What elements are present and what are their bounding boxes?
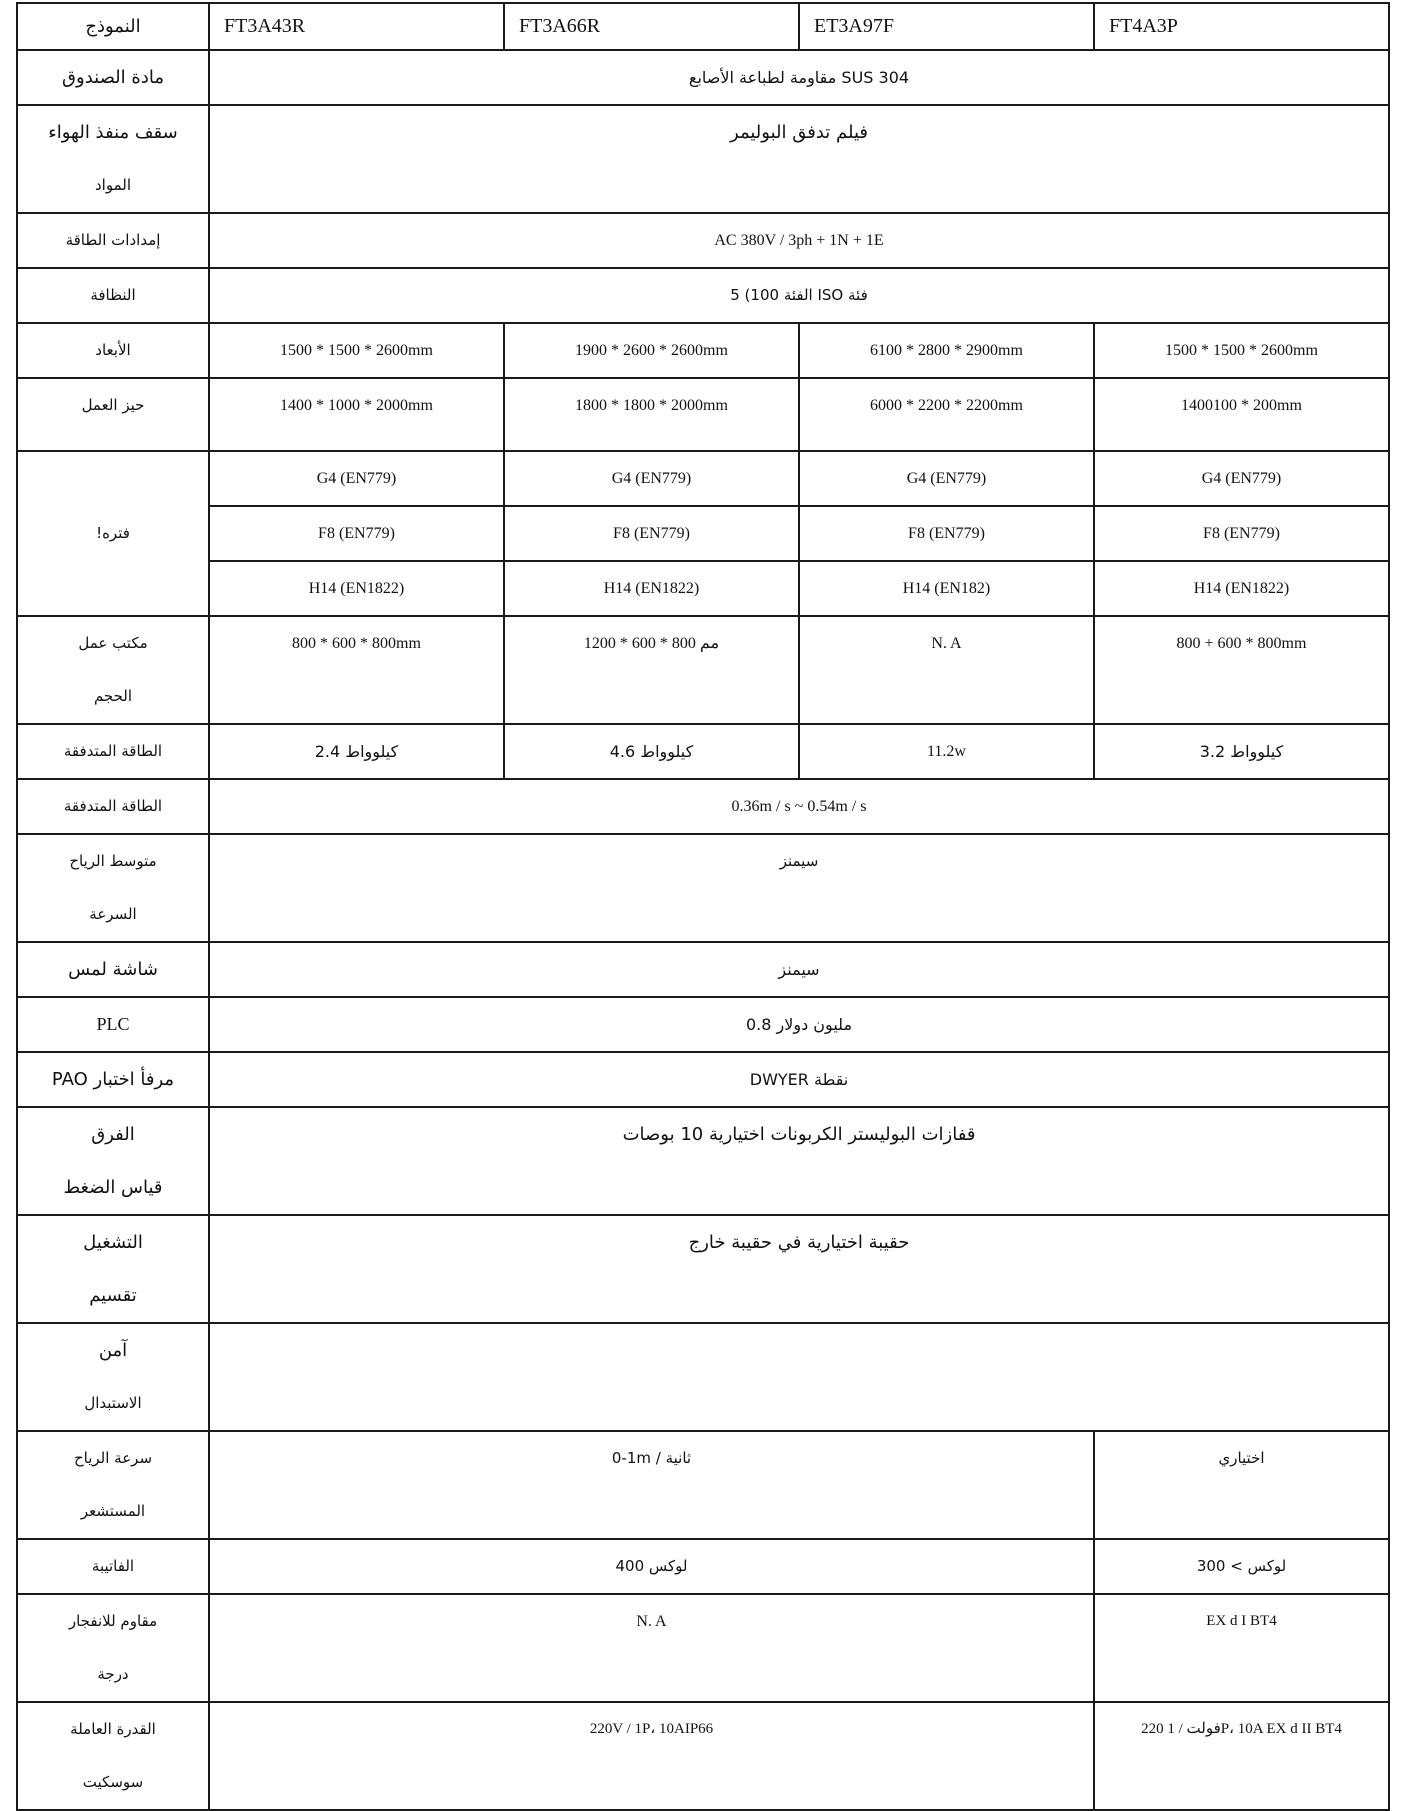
value-cell <box>209 378 504 451</box>
value-cell <box>504 323 799 378</box>
value-cell <box>1094 378 1389 451</box>
row-value: 400 لوكس <box>615 1557 688 1575</box>
value-cell <box>504 724 799 779</box>
row-label: السرعة <box>89 905 137 923</box>
row-value: 6100 * 2800 * 2900mm <box>870 342 1023 359</box>
model-cell-4 <box>1094 3 1389 50</box>
row-value: قفازات البوليستر الكربونات اختيارية 10 بوصات <box>622 1124 976 1145</box>
value-cell <box>209 616 504 724</box>
table-row <box>17 1215 1389 1323</box>
row-value: G4 (EN779) <box>906 470 987 487</box>
value-cell <box>799 451 1094 506</box>
row-value: DWYER نقطة <box>749 1070 849 1089</box>
row-value: H14 (EN182) <box>902 580 991 597</box>
row-label: سرعة الرياح <box>73 1449 153 1467</box>
spec-table <box>16 2 1390 1811</box>
row-label-cell <box>17 779 209 834</box>
row-value: مليون دولار 0.8 <box>745 1015 853 1034</box>
row-value: N. A <box>636 1613 667 1630</box>
value-cell <box>209 1539 1094 1594</box>
row-value: 6000 * 2200 * 2200mm <box>870 397 1023 414</box>
value-cell <box>209 724 504 779</box>
row-label: تقسيم <box>89 1285 137 1306</box>
row-label: متوسط الرياح <box>69 852 157 870</box>
row-value: فيلم تدفق البوليمر <box>730 122 868 143</box>
value-cell <box>1094 451 1389 506</box>
header-row <box>17 3 1389 50</box>
value-cell <box>504 616 799 724</box>
model-name: FT4A3P <box>1109 15 1178 37</box>
row-value: F8 (EN779) <box>908 525 985 542</box>
value-cell <box>1094 616 1389 724</box>
row-label: مادة الصندوق <box>62 67 164 88</box>
row-label-cell <box>17 1215 209 1323</box>
value-cell <box>1094 1431 1389 1539</box>
row-label-cell <box>17 834 209 942</box>
row-label: !فتره <box>96 524 130 542</box>
row-label: آمن <box>98 1340 128 1361</box>
value-cell <box>1094 724 1389 779</box>
row-value: EX d I BT4 <box>1206 1613 1277 1629</box>
table-row <box>17 1052 1389 1107</box>
model-cell-3 <box>799 3 1094 50</box>
row-label-cell <box>17 1052 209 1107</box>
value-cell <box>209 213 1389 268</box>
row-value <box>210 1324 1388 1377</box>
row-label: حيز العمل <box>81 396 145 414</box>
table-row <box>17 834 1389 942</box>
table-row <box>17 1431 1389 1539</box>
row-label: الاستبدال <box>84 1394 142 1412</box>
model-cell-2 <box>504 3 799 50</box>
table-row <box>17 1594 1389 1702</box>
row-label-cell <box>17 1594 209 1702</box>
value-cell <box>1094 561 1389 616</box>
value-cell <box>209 834 1389 942</box>
value-cell <box>504 561 799 616</box>
row-label: القدرة العاملة <box>70 1720 156 1738</box>
value-cell <box>799 616 1094 724</box>
row-label-cell <box>17 50 209 105</box>
model-label: النموذج <box>85 16 141 37</box>
row-value: 220 1 / فولتP، 10A EX d II BT4 <box>1141 1721 1342 1737</box>
row-label: المواد <box>94 176 131 194</box>
row-label: PLC <box>96 1014 130 1034</box>
table-row <box>17 942 1389 997</box>
row-label-cell <box>17 105 209 213</box>
row-label: الأبعاد <box>95 341 131 359</box>
row-value: 1500 * 1500 * 2600mm <box>280 342 433 359</box>
value-cell <box>1094 323 1389 378</box>
row-label: المستشعر <box>80 1502 146 1520</box>
row-label: الفاتيبة <box>91 1557 135 1575</box>
row-value: 1800 * 1800 * 2000mm <box>575 397 728 414</box>
row-value: H14 (EN1822) <box>603 580 700 597</box>
table-row <box>17 1539 1389 1594</box>
value-cell <box>209 1594 1094 1702</box>
row-label-cell <box>17 724 209 779</box>
row-value: سيمنز <box>779 852 819 870</box>
value-cell <box>209 506 504 561</box>
row-value: سيمنز <box>778 960 820 979</box>
table-row <box>17 1702 1389 1810</box>
row-label: سوسكيت <box>82 1773 144 1791</box>
value-cell <box>1094 506 1389 561</box>
row-value: G4 (EN779) <box>1201 470 1282 487</box>
table-row <box>17 616 1389 724</box>
row-value: حقيبة اختيارية في حقيبة خارج <box>688 1232 910 1253</box>
row-label: سقف منفذ الهواء <box>48 122 178 143</box>
row-value: 1400100 * 200mm <box>1181 397 1302 414</box>
row-label-cell <box>17 1431 209 1539</box>
row-label: PAO مرفأ اختبار <box>51 1069 175 1090</box>
row-label: مقاوم للانفجار <box>68 1612 158 1630</box>
row-label: النظافة <box>90 286 136 304</box>
table-row <box>17 724 1389 779</box>
value-cell <box>799 724 1094 779</box>
row-label-cell <box>17 378 209 451</box>
model-name: ET3A97F <box>814 15 894 37</box>
table-row <box>17 561 1389 616</box>
value-cell <box>209 942 1389 997</box>
value-cell <box>209 1323 1389 1431</box>
value-cell <box>209 50 1389 105</box>
value-cell <box>209 323 504 378</box>
table-row <box>17 105 1389 213</box>
value-cell <box>209 1431 1094 1539</box>
row-label-cell <box>17 1539 209 1594</box>
row-label: قياس الضغط <box>63 1177 163 1198</box>
value-cell <box>1094 1594 1389 1702</box>
row-label: درجة <box>97 1665 129 1683</box>
row-value: 0.36m / s ~ 0.54m / s <box>731 798 867 815</box>
row-value: اختياري <box>1218 1449 1265 1467</box>
value-cell <box>209 1052 1389 1107</box>
row-label: الفرق <box>91 1124 135 1145</box>
value-cell <box>209 779 1389 834</box>
row-label: مكتب عمل <box>78 634 148 652</box>
value-cell <box>504 378 799 451</box>
value-cell <box>799 506 1094 561</box>
row-label-cell <box>17 1107 209 1215</box>
row-label-cell <box>17 1702 209 1810</box>
row-value: F8 (EN779) <box>1203 525 1280 542</box>
row-value: 800 * 600 * 800mm <box>292 635 421 652</box>
row-value: G4 (EN779) <box>316 470 397 487</box>
value-cell <box>209 268 1389 323</box>
value-cell <box>799 378 1094 451</box>
row-value: 1400 * 1000 * 2000mm <box>280 397 433 414</box>
row-label-cell <box>17 323 209 378</box>
row-value: 11.2w <box>927 743 966 760</box>
row-value: 1900 * 2600 * 2600mm <box>575 342 728 359</box>
row-value: 0-1m / ثانية <box>611 1449 692 1467</box>
value-cell <box>209 1215 1389 1323</box>
row-value: H14 (EN1822) <box>1193 580 1290 597</box>
row-value: 800 + 600 * 800mm <box>1176 635 1307 652</box>
row-label-cell <box>17 997 209 1052</box>
table-row <box>17 1107 1389 1215</box>
row-value: F8 (EN779) <box>318 525 395 542</box>
value-cell <box>209 997 1389 1052</box>
model-cell-1 <box>209 3 504 50</box>
row-label: الطاقة المتدفقة <box>63 742 163 760</box>
row-value: 4.6 كيلوواط <box>609 742 694 761</box>
row-value: H14 (EN1822) <box>308 580 405 597</box>
row-label-cell <box>17 1323 209 1431</box>
table-row <box>17 323 1389 378</box>
row-label: الحجم <box>93 687 133 705</box>
row-value: الفئة 100) 5 ISO فئة <box>730 286 868 304</box>
row-value: 300 < لوكس <box>1196 1557 1287 1575</box>
row-label-cell <box>17 268 209 323</box>
row-value: 2.4 كيلوواط <box>314 742 399 761</box>
table-row <box>17 506 1389 561</box>
table-row <box>17 378 1389 451</box>
table-row <box>17 268 1389 323</box>
row-value: F8 (EN779) <box>613 525 690 542</box>
row-label-cell <box>17 213 209 268</box>
row-label: التشغيل <box>83 1232 143 1253</box>
row-value: G4 (EN779) <box>611 470 692 487</box>
value-cell <box>209 451 504 506</box>
value-cell <box>209 1702 1094 1810</box>
model-name: FT3A66R <box>519 15 601 37</box>
value-cell <box>504 506 799 561</box>
table-row <box>17 1323 1389 1431</box>
table-row <box>17 997 1389 1052</box>
table-row <box>17 451 1389 506</box>
value-cell <box>209 561 504 616</box>
value-cell <box>1094 1702 1389 1810</box>
row-label-cell <box>17 942 209 997</box>
table-row <box>17 50 1389 105</box>
row-value: AC 380V / 3ph + 1N + 1E <box>714 232 884 249</box>
model-name: FT3A43R <box>224 15 306 37</box>
table-row <box>17 213 1389 268</box>
row-label: الطاقة المتدفقة <box>63 797 163 815</box>
row-label: إمدادات الطاقة <box>65 231 161 249</box>
value-cell <box>799 561 1094 616</box>
value-cell <box>209 105 1389 213</box>
value-cell <box>799 323 1094 378</box>
table-row <box>17 779 1389 834</box>
row-label: شاشة لمس <box>68 959 158 980</box>
row-value: 3.2 كيلوواط <box>1199 742 1284 761</box>
row-value: مقاومة لطباعة الأصابع SUS 304 <box>688 68 910 87</box>
row-value: 1200 * 600 * 800 مم <box>583 635 720 652</box>
row-label-cell <box>17 616 209 724</box>
value-cell <box>209 1107 1389 1215</box>
row-label-cell <box>17 451 209 616</box>
model-label-cell <box>17 3 209 50</box>
row-value: N. A <box>931 635 962 652</box>
value-cell <box>1094 1539 1389 1594</box>
row-value: 1500 * 1500 * 2600mm <box>1165 342 1318 359</box>
row-value: 220V / 1P، 10AIP66 <box>589 1721 714 1737</box>
value-cell <box>504 451 799 506</box>
